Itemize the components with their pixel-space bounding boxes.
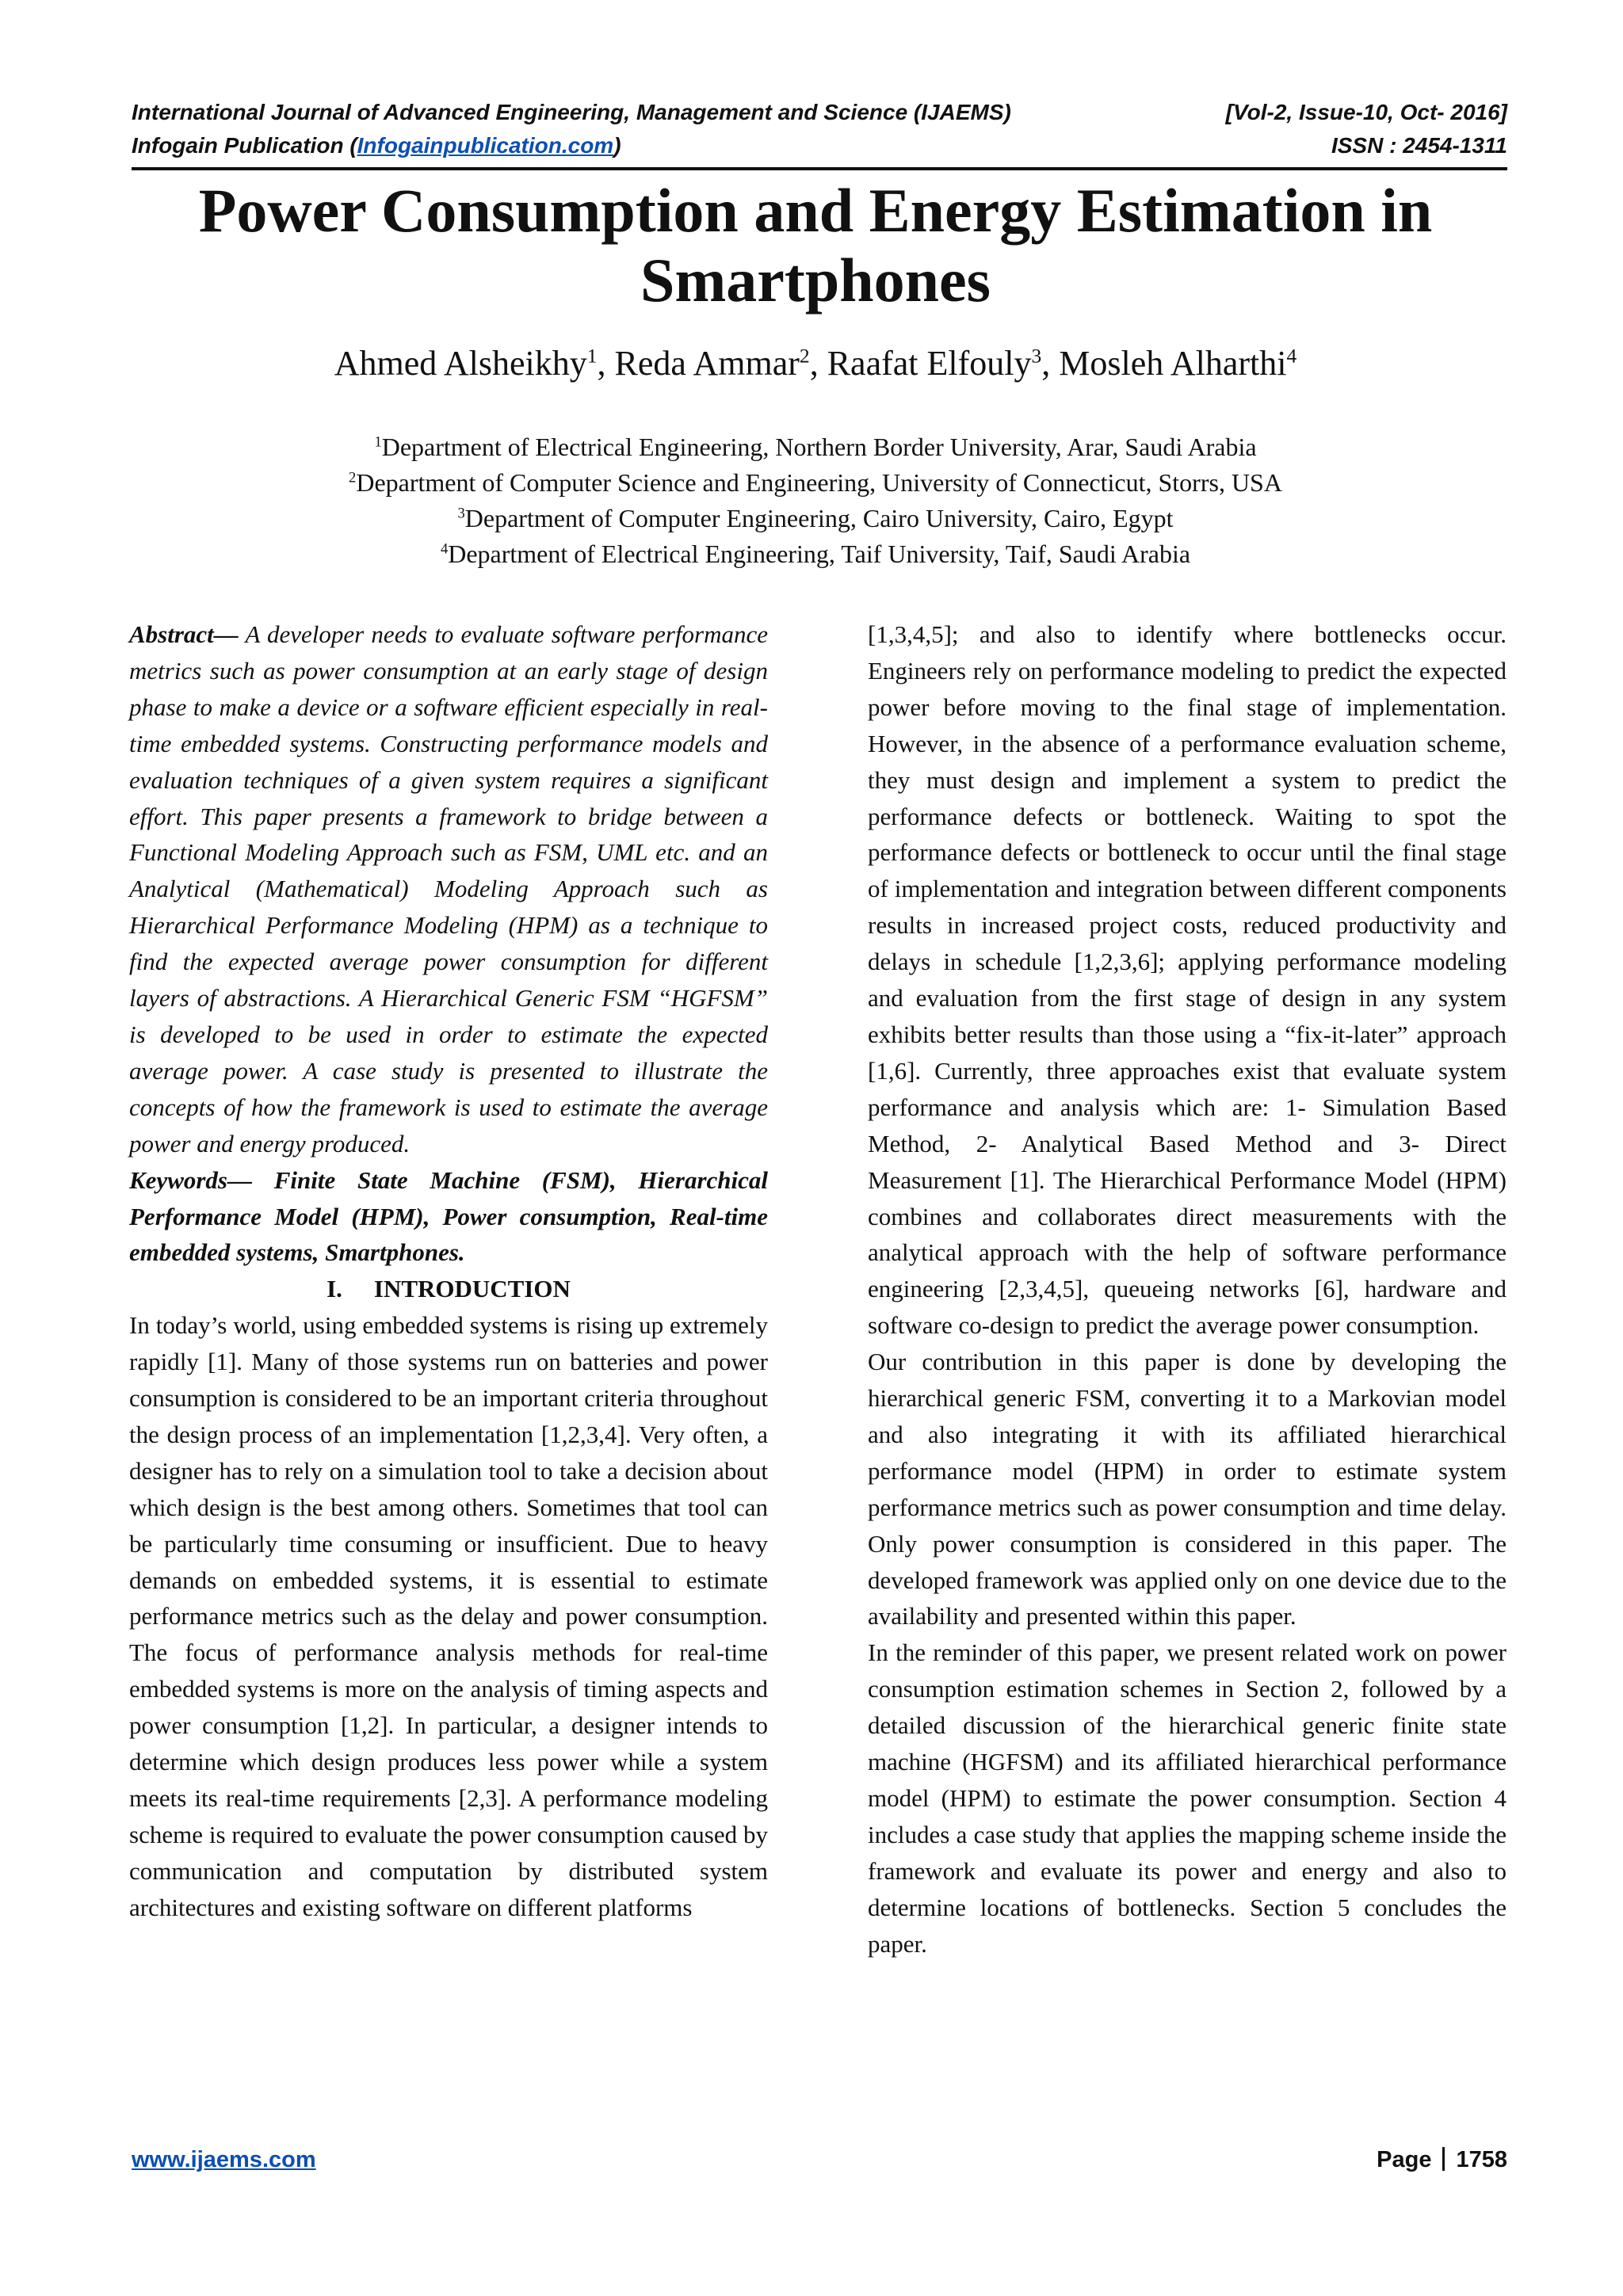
page-number: Page 1758	[1377, 2147, 1507, 2172]
section-heading-introduction: I. INTRODUCTION	[327, 1275, 571, 1303]
author: Mosleh Alharthi$^4$	[1059, 344, 1297, 383]
abstract-label: Abstract—	[129, 620, 239, 648]
issn: ISSN : 2454-1311	[1331, 133, 1507, 158]
abstract-text: A developer needs to evaluate software performance metrics such as power consumption at an early stage of design phase to make a device or a software efficient especially in real-time embedded systems. Constructing performance models and evaluation techniques of a given system requires a significant effort. This paper presents a framework to bridge between a Functional Modeling Approach such as FSM, UML etc. and an Analytical (Mathematical) Modeling Approach such as Hierarchical Performance Modeling (HPM) as a technique to find the expected average power consumption for different layers of abstractions. A Hierarchical Generic FSM “HGFSM” is developed to be used in order to estimate the expected average power. A case study is presented to illustrate the concepts of how the framework is used to estimate the average power and energy produced.	[129, 620, 768, 1158]
publisher-link[interactable]: Infogainpublication.com	[357, 133, 614, 158]
body-paragraph: Our contribution in this paper is done by developing the hierarchical generic FSM, converting it to a Markovian model and also integrating it with its affiliated hierarchical performance model (HPM) in order to estimate system performance metrics such as power consumption and time delay. Only power consumption is considered in this paper. The developed framework was applied only on one device due to the availability and presented within this paper.	[868, 1348, 1507, 1630]
author: Raafat Elfouly$^3$,	[827, 344, 1060, 383]
volume-info: [Vol-2, Issue-10, Oct- 2016]	[1225, 100, 1507, 124]
journal-name: International Journal of Advanced Engineering, Management and Science (IJAEMS)	[132, 100, 1011, 124]
affiliation: $^2$Department of Computer Science and Engineering, University of Connecticut, Storrs, USA	[349, 468, 1282, 497]
affiliation: $^3$Department of Computer Engineering, Cairo University, Cairo, Egypt	[457, 504, 1174, 532]
page-footer	[132, 2144, 1507, 2176]
right-column	[868, 616, 1507, 1962]
affiliation: $^1$Department of Electrical Engineering, Northern Border University, Arar, Saudi Arabia	[374, 433, 1257, 461]
publisher: Infogain Publication (Infogainpublication.com)	[132, 133, 621, 158]
body-paragraph: In the reminder of this paper, we present related work on power consumption estimation schemes in Section 2, followed by a detailed discussion of the hierarchical generic finite state machine (HGFSM) and its affiliated hierarchical performance model (HPM) to estimate the power consumption. Section 4 includes a case study that applies the mapping scheme inside the framework and evaluate its power and energy and also to determine locations of bottlenecks. Section 5 concludes the paper.	[868, 1638, 1507, 1958]
keywords: Keywords— Finite State Machine (FSM), Hierarchical Performance Model (HPM), Power consumption, Real-time embedded systems, Smartphones.	[129, 1165, 768, 1267]
header-rule	[132, 167, 1507, 170]
abstract	[129, 616, 768, 1162]
affiliation: $^4$Department of Electrical Engineering, Taif University, Taif, Saudi Arabia	[440, 540, 1191, 568]
paper-title: Power Consumption and Energy Estimation in Smartphones	[198, 176, 1433, 315]
author: Reda Ammar$^2$,	[614, 344, 827, 383]
author: Ahmed Alsheikhy$^1$,	[334, 344, 615, 383]
body-paragraph: [1,3,4,5]; and also to identify where bottlenecks occur. Engineers rely on performance modeling to predict the expected power before moving to the final stage of implementation. However, in the absence of a performance evaluation scheme, they must design and implement a system to predict the performance defects or bottleneck. Waiting to spot the performance defects or bottleneck to occur until the final stage of implementation and integration between different components results in increased project costs, reduced productivity and delays in schedule [1,2,3,6]; applying performance modeling and evaluation from the first stage of design in any system exhibits better results than those using a “fix-it-later” approach [1,6]. Currently, three approaches exist that evaluate system performance and analysis which are: 1- Simulation Based Method, 2- Analytical Based Method and 3- Direct Measurement [1]. The Hierarchical Performance Model (HPM) combines and collaborates direct measurements with the analytical approach with the help of software performance engineering [2,3,4,5], queueing networks [6], hardware and software co-design to predict the average power consumption.	[868, 620, 1507, 1340]
affiliation-list	[95, 429, 1536, 572]
left-column	[129, 616, 768, 1926]
author-list	[95, 342, 1536, 385]
footer-website-link[interactable]: www.ijaems.com	[132, 2147, 316, 2172]
intro-paragraph: In today’s world, using embedded systems is rising up extremely rapidly [1]. Many of those systems run on batteries and power consumption is considered to be an important criteria throughout the design process of an implementation [1,2,3,4]. Very often, a designer has to rely on a simulation tool to take a decision about which design is the best among others. Sometimes that tool can be particularly time consuming or insufficient. Due to heavy demands on embedded systems, it is essential to estimate performance metrics such as the delay and power consumption. The focus of performance analysis methods for real-time embedded systems is more on the analysis of timing aspects and power consumption [1,2]. In particular, a designer intends to determine which design produces less power while a system meets its real-time requirements [2,3]. A performance modeling scheme is required to evaluate the power consumption caused by communication and computation by distributed system architectures and existing software on different platforms	[129, 1311, 768, 1921]
